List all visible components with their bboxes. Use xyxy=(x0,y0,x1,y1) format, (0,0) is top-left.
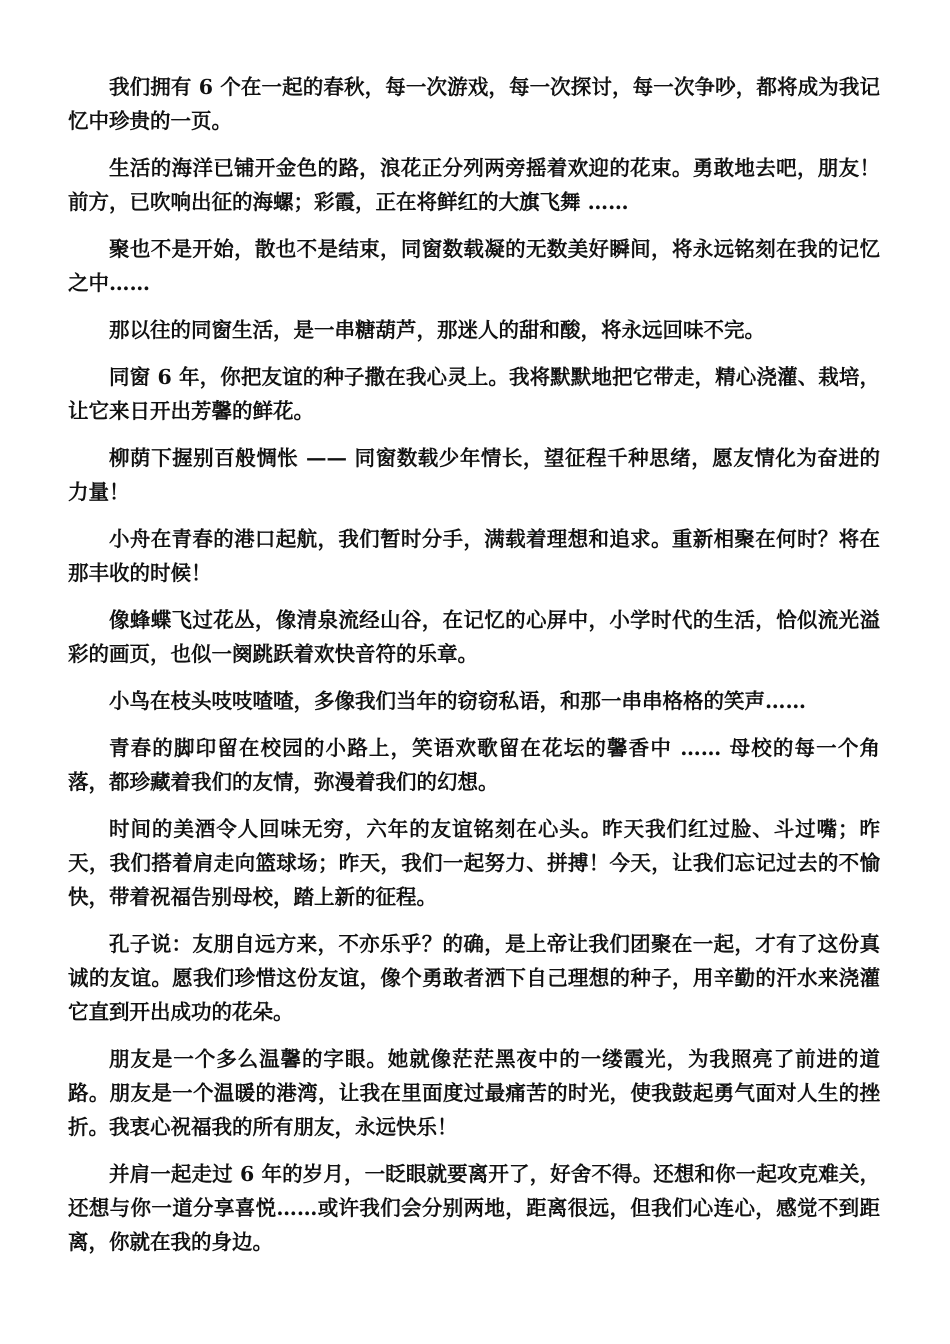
paragraph: 并肩一起走过 6 年的岁月，一眨眼就要离开了，好舍不得。还想和你一起攻克难关，还想与你一道分享喜悦……或许我们会分别两地，距离很远，但我们心连心，感觉不到距离，你就在我的身边。 xyxy=(68,1162,880,1254)
paragraph: 朋友是一个多么温馨的字眼。她就像茫茫黑夜中的一缕霞光，为我照亮了前进的道路。朋友是一个温暖的港湾，让我在里面度过最痛苦的时光，使我鼓起勇气面对人生的挫折。我衷心祝福我的所有朋友，永远快乐！ xyxy=(68,1047,880,1139)
paragraph: 柳荫下握别百般惆怅 —— 同窗数载少年情长，望征程千种思绪，愿友情化为奋进的力量！ xyxy=(68,446,880,504)
paragraph: 聚也不是开始，散也不是结束，同窗数载凝的无数美好瞬间，将永远铭刻在我的记忆之中…… xyxy=(68,237,880,295)
paragraph: 像蜂蝶飞过花丛，像清泉流经山谷，在记忆的心屏中，小学时代的生活，恰似流光溢彩的画页，也似一阕跳跃着欢快音符的乐章。 xyxy=(68,608,880,666)
paragraph: 同窗 6 年，你把友谊的种子撒在我心灵上。我将默默地把它带走，精心浇灌、栽培，让它来日开出芳馨的鲜花。 xyxy=(68,365,880,423)
paragraph: 小舟在青春的港口起航，我们暂时分手，满载着理想和追求。重新相聚在何时？将在那丰收的时候！ xyxy=(68,527,880,585)
paragraph: 生活的海洋已铺开金色的路，浪花正分列两旁摇着欢迎的花束。勇敢地去吧，朋友！前方，已吹响出征的海螺；彩霞，正在将鲜红的大旗飞舞 …… xyxy=(68,156,880,214)
paragraph: 我们拥有 6 个在一起的春秋，每一次游戏，每一次探讨，每一次争吵，都将成为我记忆中珍贵的一页。 xyxy=(68,75,880,133)
paragraph: 时间的美酒令人回味无穷，六年的友谊铭刻在心头。昨天我们红过脸、斗过嘴；昨天，我们搭着肩走向篮球场；昨天，我们一起努力、拼搏！今天，让我们忘记过去的不愉快，带着祝福告别母校，踏上新的征程。 xyxy=(68,817,880,909)
paragraph: 小鸟在枝头吱吱喳喳，多像我们当年的窃窃私语，和那一串串格格的笑声…… xyxy=(109,689,806,713)
document-page xyxy=(68,70,880,1272)
paragraph: 青春的脚印留在校园的小路上，笑语欢歌留在花坛的馨香中 …… 母校的每一个角落，都珍藏着我们的友情，弥漫着我们的幻想。 xyxy=(68,736,880,794)
paragraph: 那以往的同窗生活，是一串糖葫芦，那迷人的甜和酸，将永远回味不完。 xyxy=(109,318,765,342)
paragraph: 孔子说：友朋自远方来，不亦乐乎？的确，是上帝让我们团聚在一起，才有了这份真诚的友谊。愿我们珍惜这份友谊，像个勇敢者洒下自己理想的种子，用辛勤的汗水来浇灌它直到开出成功的花朵。 xyxy=(68,932,880,1024)
